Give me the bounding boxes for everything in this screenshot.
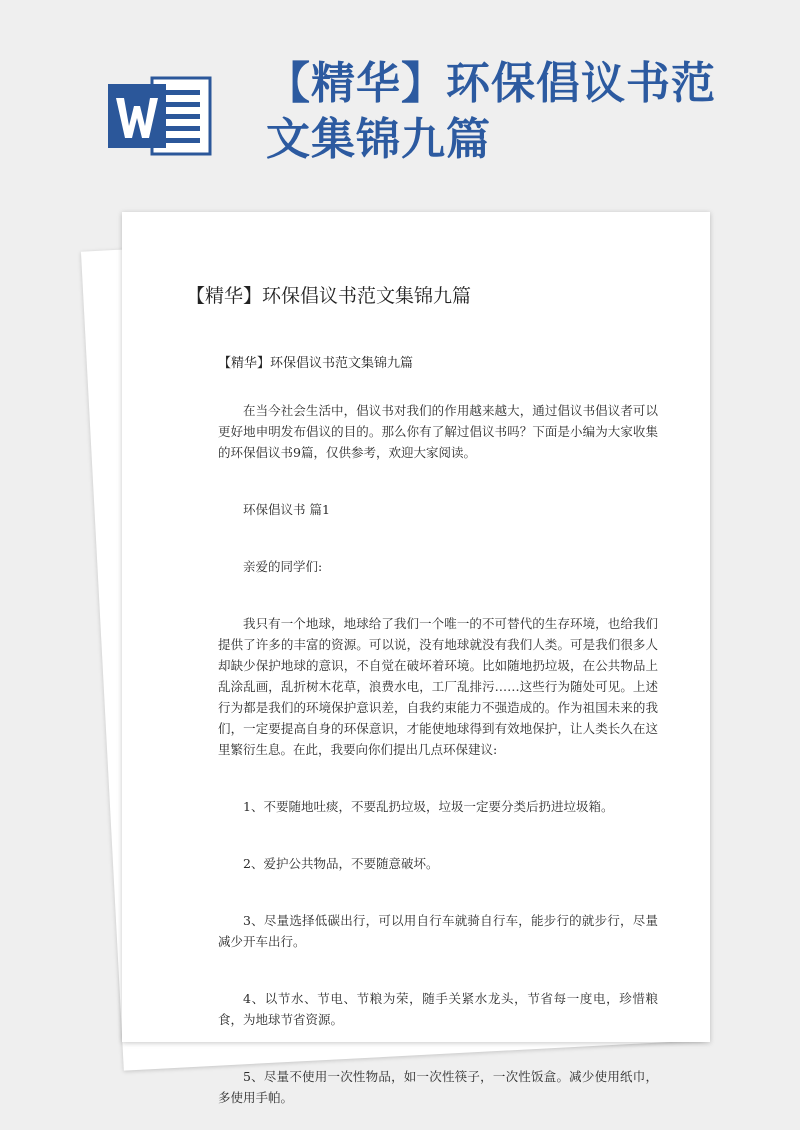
header-banner bbox=[0, 0, 800, 200]
intro-paragraph: 在当今社会生活中，倡议书对我们的作用越来越大，通过倡议书倡议者可以更好地申明发布倡议的目的。那么你有了解过倡议书吗？下面是小编为大家收集的环保倡议书9篇，仅供参考，欢迎大家阅读。 bbox=[218, 403, 658, 460]
section-heading: 环保倡议书 篇1 bbox=[243, 502, 330, 517]
word-document-icon bbox=[108, 76, 212, 156]
header-title: 【精华】环保倡议书范文集锦九篇 bbox=[266, 58, 716, 165]
suggestion-item: 1、不要随地吐痰，不要乱扔垃圾，垃圾一定要分类后扔进垃圾箱。 bbox=[243, 799, 614, 814]
suggestion-item: 2、爱护公共物品，不要随意破坏。 bbox=[243, 856, 439, 871]
suggestion-item: 3、尽量选择低碳出行，可以用自行车就骑自行车，能步行的就步行，尽量减少开车出行。 bbox=[218, 913, 658, 949]
suggestion-item: 5、尽量不使用一次性物品，如一次性筷子，一次性饭盒。减少使用纸巾，多使用手帕。 bbox=[218, 1069, 658, 1105]
document-title: 【精华】环保倡议书范文集锦九篇 bbox=[186, 285, 472, 307]
document-page bbox=[122, 212, 710, 1105]
body-paragraph: 我只有一个地球，地球给了我们一个唯一的不可替代的生存环境，也给我们提供了许多的丰富的资源。可以说，没有地球就没有我们人类。可是我们很多人却缺少保护地球的意识，不自觉在破坏着环境。比如随地扔垃圾，在公共物品上乱涂乱画，乱折树木花草，浪费水电，工厂乱排污……这些行为随处可见。上述行为都是我们的环境保护意识差，自我约束能力不强造成的。作为祖国未来的我们，一定要提高自身的环保意识，才能使地球得到有效地保护，让人类长久在这里繁衍生息。在此，我要向你们提出几点环保建议: bbox=[218, 616, 658, 757]
document-body bbox=[218, 400, 658, 1108]
suggestion-item: 4、以节水、节电、节粮为荣，随手关紧水龙头，节省每一度电，珍惜粮食，为地球节省资源。 bbox=[218, 991, 658, 1027]
salutation: 亲爱的同学们: bbox=[243, 559, 323, 574]
document-subtitle: 【精华】环保倡议书范文集锦九篇 bbox=[218, 356, 414, 371]
